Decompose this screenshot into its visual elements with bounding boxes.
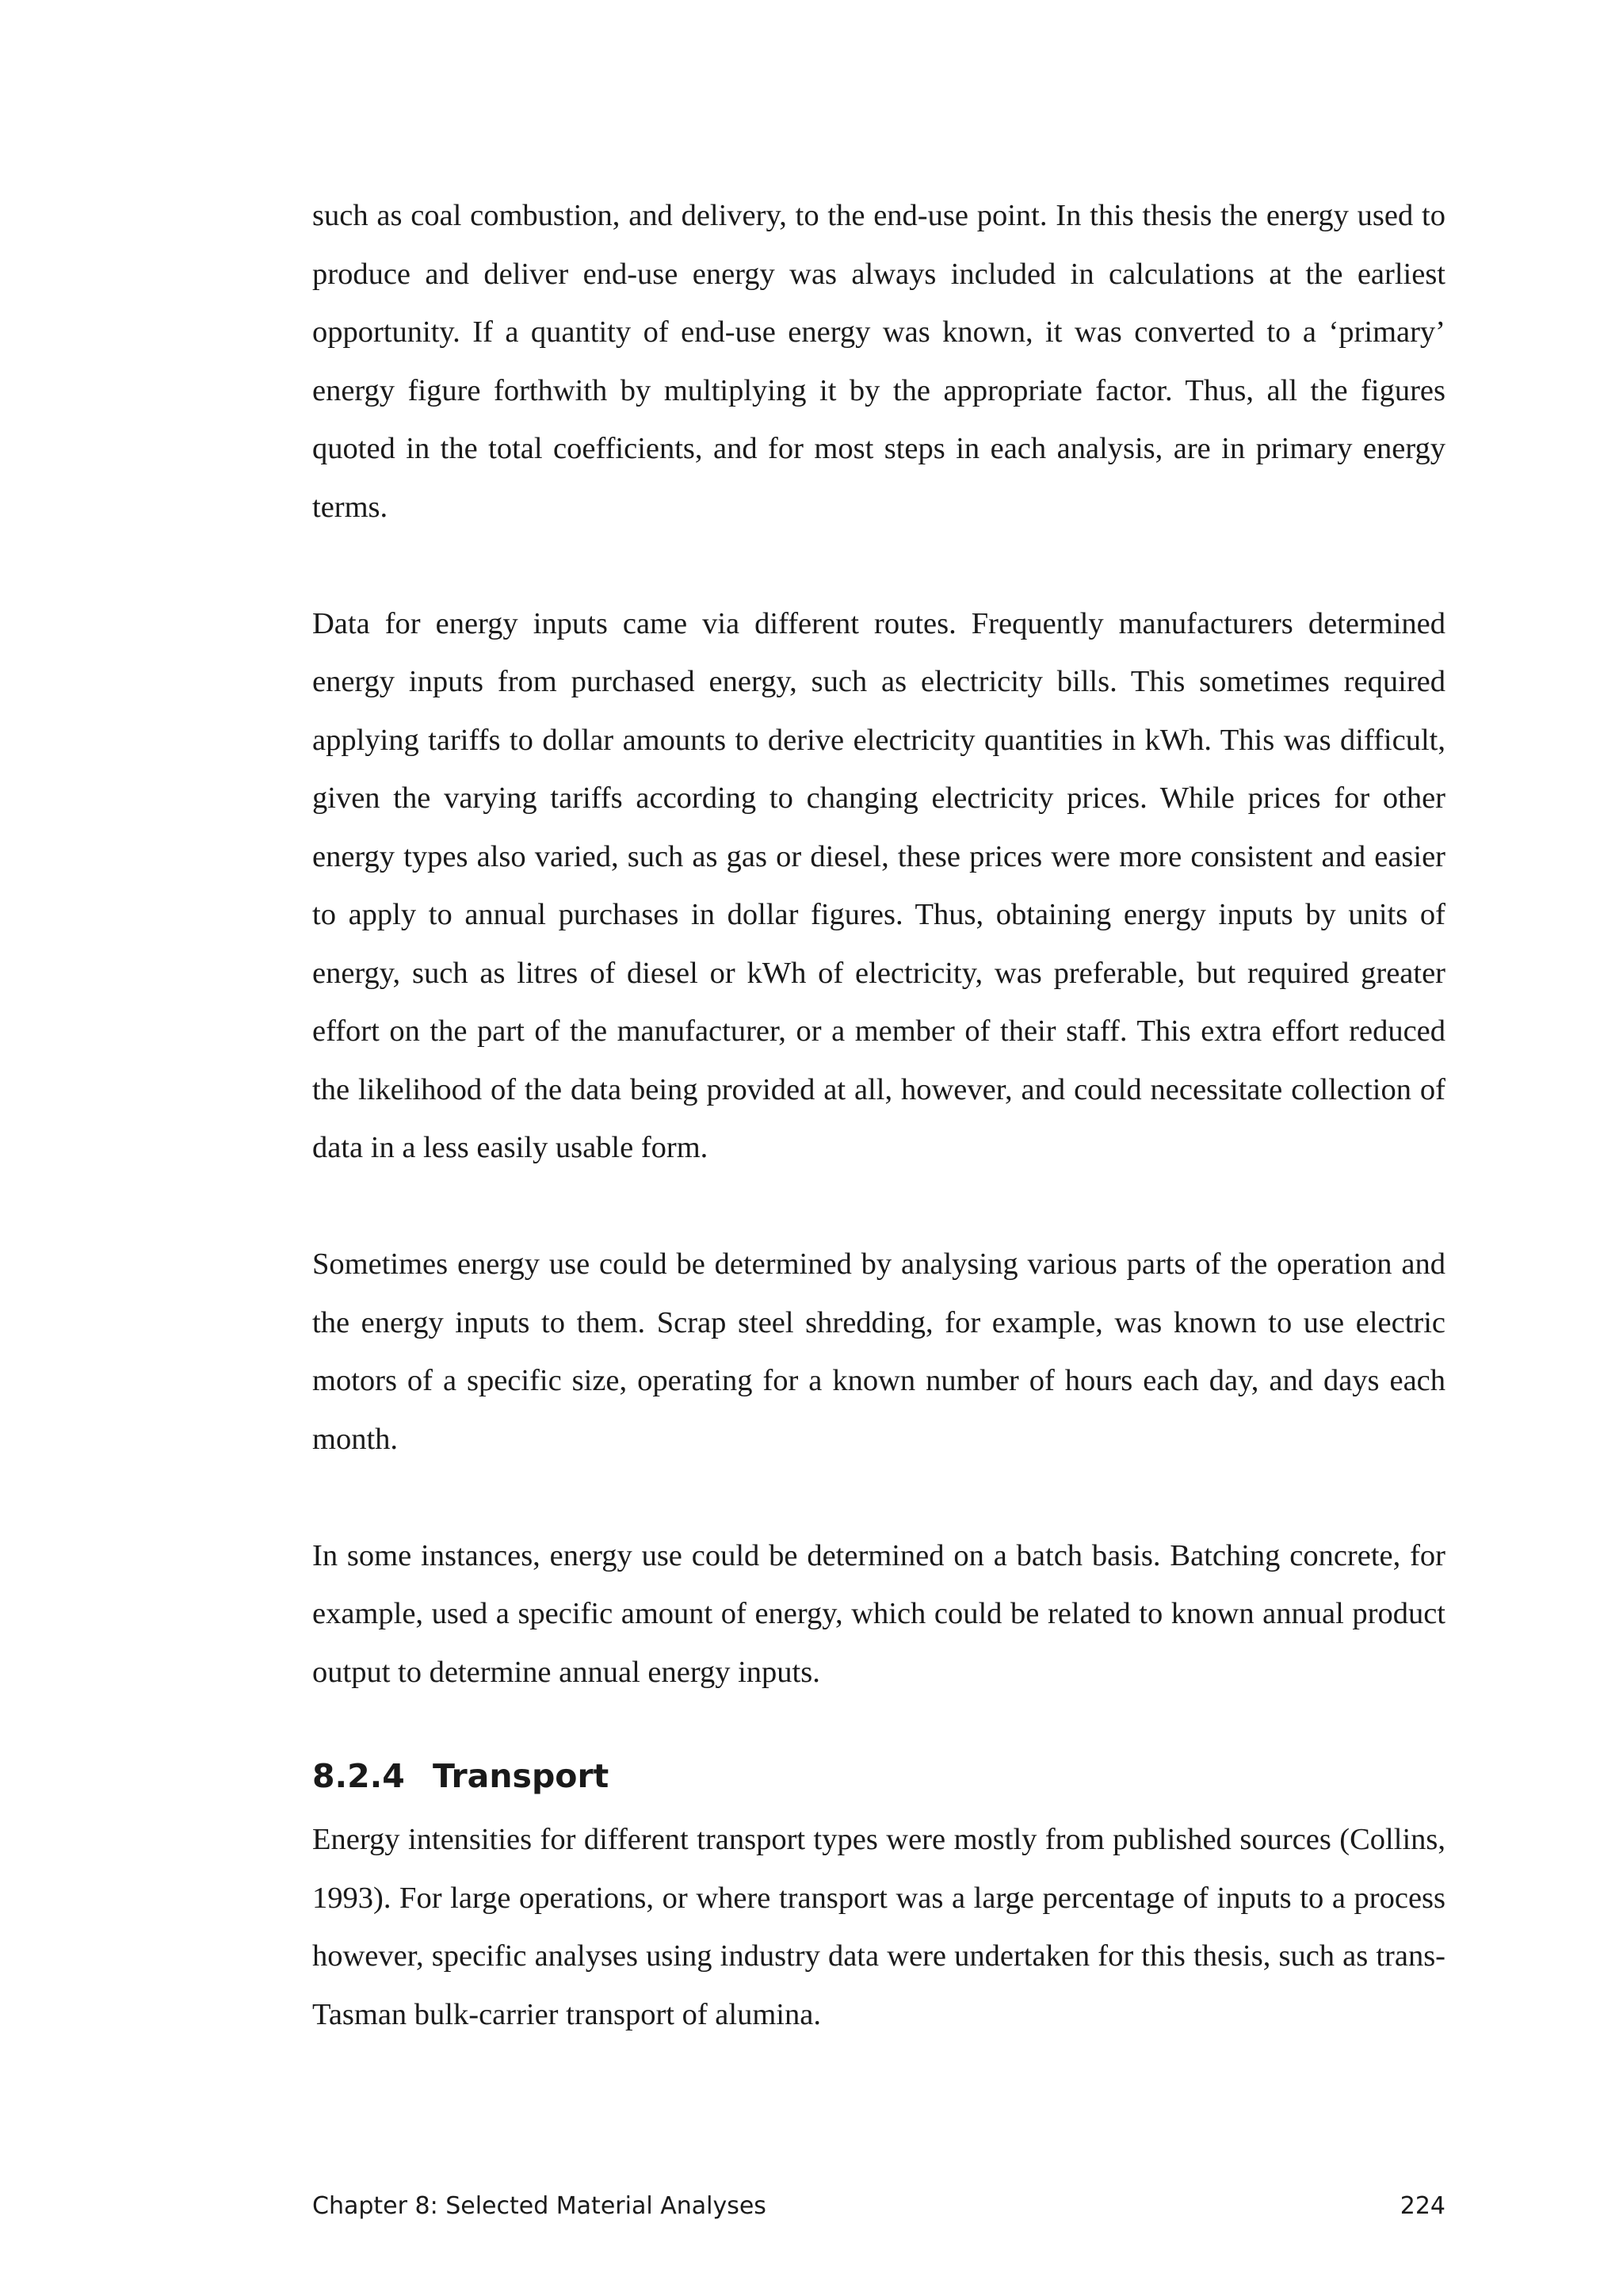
section-number: 8.2.4 xyxy=(312,1757,405,1795)
footer-chapter-title: Chapter 8: Selected Material Analyses xyxy=(312,2192,766,2220)
paragraph-operation-analysis: Sometimes energy use could be determined by analysing various parts of the operation and the energy inputs to them. Scrap steel shredding, for example, was known to use electric motors of a specific size, operating for a known number of hours each day, and days each month. xyxy=(312,1247,1445,1456)
page-footer xyxy=(312,2191,1445,2222)
paragraph-primary-energy: such as coal combustion, and delivery, to the end-use point. In this thesis the energy used to produce and deliver end-use energy was always included in calculations at the earliest opportunity. If a quantity of end-use energy was known, it was converted to a ‘primary’ energy figure forthwith by multiplying it by the appropriate factor. Thus, all the figures quoted in the total coefficients, and for most steps in each analysis, are in primary energy terms. xyxy=(312,199,1445,524)
page-body xyxy=(312,187,1445,2044)
section-title: Transport xyxy=(433,1757,609,1795)
section-heading xyxy=(312,1752,1445,1800)
paragraph-transport: Energy intensities for different transport types were mostly from published sources (Collins, 1993). For large operations, or where transport was a large percentage of inputs to a process however, specific analyses using industry data were undertaken for this thesis, such as trans-Tasman bulk-carrier transport of alumina. xyxy=(312,1823,1445,2031)
paragraph-energy-input-data: Data for energy inputs came via different routes. Frequently manufacturers determined energy inputs from purchased energy, such as electricity bills. This sometimes required applying tariffs to dollar amounts to derive electricity quantities in kWh. This was difficult, given the varying tariffs according to changing electricity prices. While prices for other energy types also varied, such as gas or diesel, these prices were more consistent and easier to apply to annual purchases in dollar figures. Thus, obtaining energy inputs by units of energy, such as litres of diesel or kWh of electricity, was preferable, but required greater effort on the part of the manufacturer, or a member of their staff. This extra effort reduced the likelihood of the data being provided at all, however, and could necessitate collection of data in a less easily usable form. xyxy=(312,606,1445,1164)
footer-page-number: 224 xyxy=(1400,2192,1445,2220)
paragraph-batch-basis: In some instances, energy use could be determined on a batch basis. Batching concrete, for example, used a specific amount of energy, which could be related to known annual product output to determine annual energy inputs. xyxy=(312,1538,1445,1689)
